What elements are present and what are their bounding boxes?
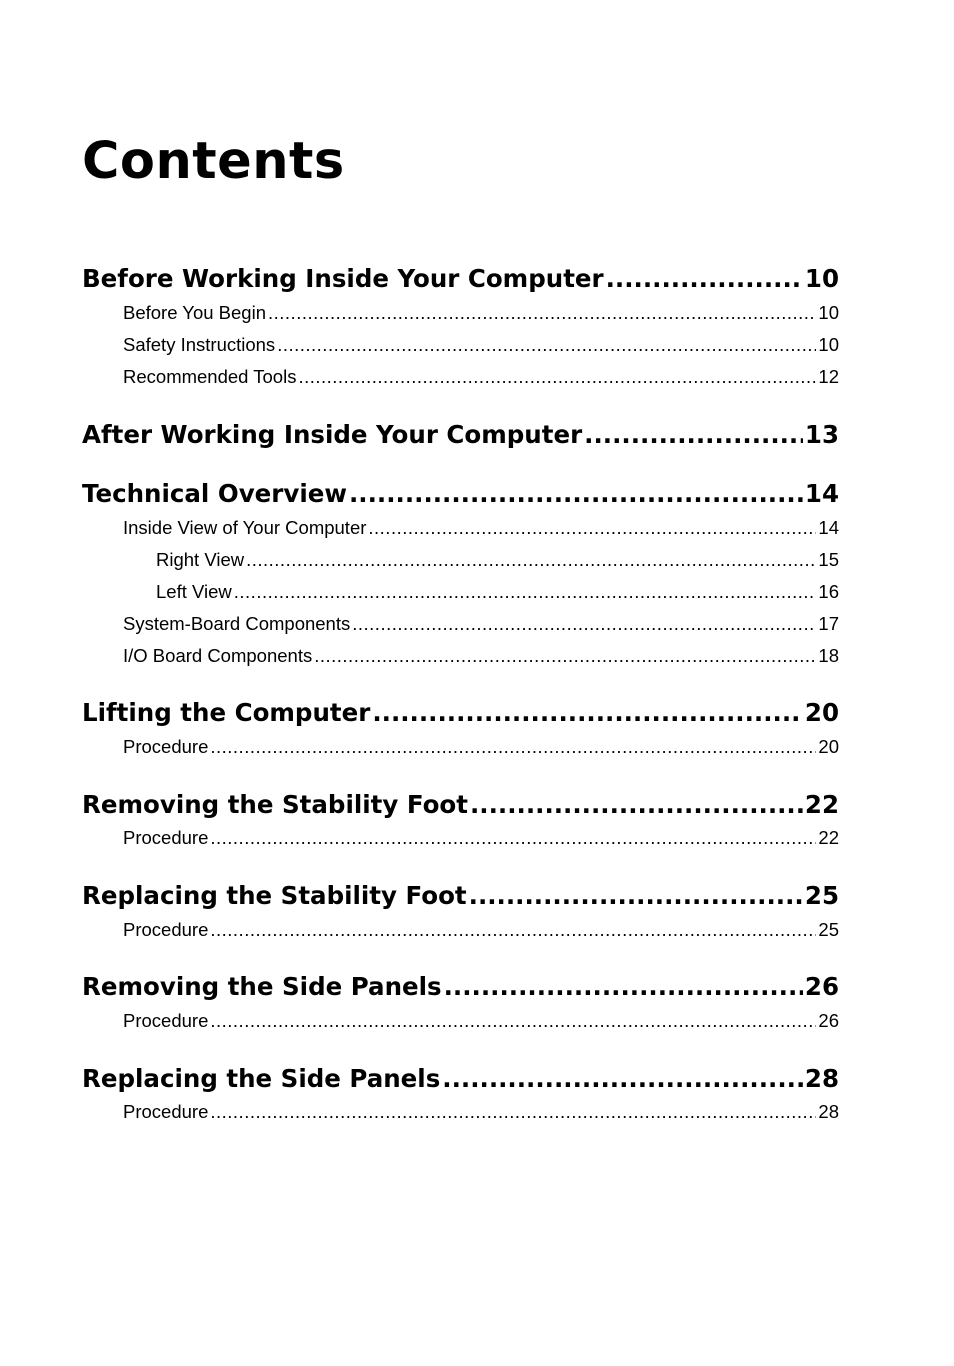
toc-entry-page: 22 xyxy=(804,790,839,819)
toc-entry-label: Removing the Stability Foot xyxy=(82,790,468,819)
toc-entry[interactable] xyxy=(82,697,839,729)
toc-entry-label: Recommended Tools xyxy=(123,366,297,387)
toc-entry-label: Before You Begin xyxy=(123,302,266,323)
toc-leader-dots xyxy=(234,579,817,605)
toc-leader-dots xyxy=(606,263,803,295)
toc-leader-dots xyxy=(210,917,816,943)
toc-entry-page: 26 xyxy=(804,972,839,1001)
toc-entry-label: Procedure xyxy=(123,827,209,848)
toc-entry-page: 10 xyxy=(804,264,839,293)
toc-entry-label: Removing the Side Panels xyxy=(82,972,442,1001)
toc-entry[interactable] xyxy=(123,515,839,541)
toc-entry[interactable] xyxy=(82,880,839,912)
toc-entry-label: Before Working Inside Your Computer xyxy=(82,264,604,293)
toc-entry[interactable] xyxy=(123,917,839,943)
toc-entry-label: Technical Overview xyxy=(82,479,347,508)
toc-entry[interactable] xyxy=(123,1008,839,1034)
toc-entry-label: Lifting the Computer xyxy=(82,698,371,727)
toc-entry-page: 28 xyxy=(804,1064,839,1093)
toc-entry[interactable] xyxy=(123,332,839,358)
toc-entry[interactable] xyxy=(82,1063,839,1095)
toc-leader-dots xyxy=(349,478,803,510)
toc-leader-dots xyxy=(298,364,816,390)
toc-entry[interactable] xyxy=(123,611,839,637)
toc-entry-page: 15 xyxy=(818,549,839,570)
toc-leader-dots xyxy=(352,611,816,637)
toc-entry-label: Right View xyxy=(156,549,245,570)
toc-entry[interactable] xyxy=(82,789,839,821)
toc-entry[interactable] xyxy=(82,419,839,451)
toc-entry-page: 13 xyxy=(804,420,839,449)
toc-leader-dots xyxy=(442,1063,803,1095)
toc-leader-dots xyxy=(210,1008,816,1034)
toc-entry-page: 25 xyxy=(804,881,839,910)
toc-leader-dots xyxy=(584,419,803,451)
toc-entry[interactable] xyxy=(123,734,839,760)
page-title: Contents xyxy=(82,132,345,191)
toc-entry[interactable] xyxy=(82,263,839,295)
toc-entry[interactable] xyxy=(156,579,839,605)
toc-leader-dots xyxy=(210,734,816,760)
toc-entry-page: 26 xyxy=(818,1010,839,1031)
toc-leader-dots xyxy=(469,880,803,912)
toc-leader-dots xyxy=(277,332,816,358)
toc-entry-label: Inside View of Your Computer xyxy=(123,517,367,538)
toc-entry-label: Procedure xyxy=(123,1101,209,1122)
toc-entry-label: System-Board Components xyxy=(123,613,351,634)
toc-entry-label: I/O Board Components xyxy=(123,645,313,666)
toc-entry-label: After Working Inside Your Computer xyxy=(82,420,583,449)
toc-entry[interactable] xyxy=(82,478,839,510)
toc-entry-page: 20 xyxy=(804,698,839,727)
toc-entry[interactable] xyxy=(123,825,839,851)
toc-entry-label: Procedure xyxy=(123,919,209,940)
toc-entry[interactable] xyxy=(82,971,839,1003)
toc-entry-label: Procedure xyxy=(123,1010,209,1031)
toc-entry-label: Replacing the Side Panels xyxy=(82,1064,441,1093)
toc-entry-label: Replacing the Stability Foot xyxy=(82,881,467,910)
toc-entry[interactable] xyxy=(123,643,839,669)
toc-entry-label: Procedure xyxy=(123,736,209,757)
toc-entry-page: 14 xyxy=(818,517,839,538)
toc-entry[interactable] xyxy=(123,1099,839,1125)
toc-entry-page: 25 xyxy=(818,919,839,940)
toc-entry[interactable] xyxy=(123,364,839,390)
toc-leader-dots xyxy=(246,547,816,573)
toc-entry-page: 10 xyxy=(818,302,839,323)
toc-entry-page: 28 xyxy=(818,1101,839,1122)
toc-entry-page: 20 xyxy=(818,736,839,757)
toc-entry-page: 17 xyxy=(818,613,839,634)
toc-entry-page: 12 xyxy=(818,366,839,387)
toc-entry-page: 14 xyxy=(804,479,839,508)
toc-entry-page: 22 xyxy=(818,827,839,848)
toc-entry[interactable] xyxy=(123,300,839,326)
toc-entry-label: Left View xyxy=(156,581,232,602)
toc-entry-page: 16 xyxy=(818,581,839,602)
toc-leader-dots xyxy=(210,825,816,851)
toc-leader-dots xyxy=(372,697,803,729)
toc-leader-dots xyxy=(368,515,816,541)
toc-entry-page: 10 xyxy=(818,334,839,355)
toc-entry-label: Safety Instructions xyxy=(123,334,276,355)
toc-leader-dots xyxy=(210,1099,816,1125)
toc-leader-dots xyxy=(444,971,803,1003)
toc-entry[interactable] xyxy=(156,547,839,573)
toc-leader-dots xyxy=(314,643,816,669)
toc-leader-dots xyxy=(268,300,816,326)
toc-leader-dots xyxy=(470,789,803,821)
toc-entry-page: 18 xyxy=(818,645,839,666)
